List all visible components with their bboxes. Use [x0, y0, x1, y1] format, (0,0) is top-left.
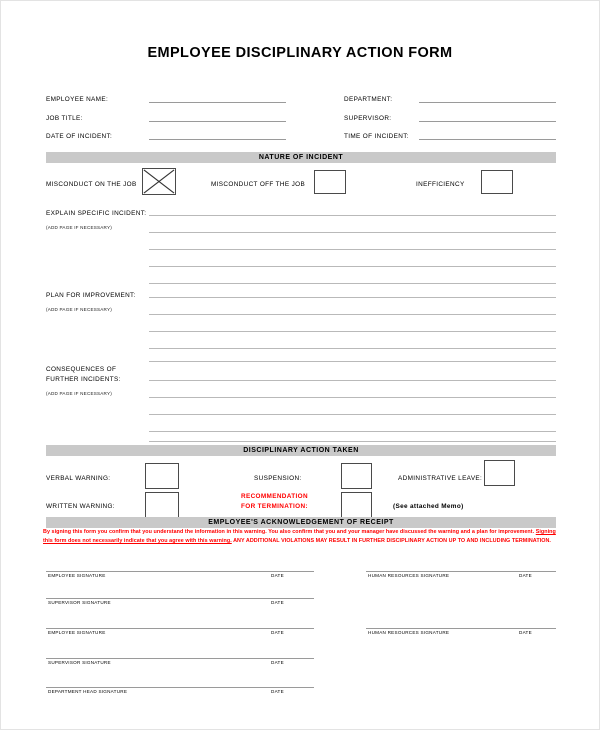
section-banner-acknowledgement-of-receipt: EMPLOYEE'S ACKNOWLEDGEMENT OF RECEIPT [46, 517, 556, 528]
input-department[interactable] [419, 102, 556, 103]
signature-caption-department-head-date: DATE [271, 689, 284, 694]
narrative-line[interactable] [149, 414, 556, 415]
signature-line-supervisor-2[interactable] [46, 658, 314, 659]
label-explain-specific-incident: EXPLAIN SPECIFIC INCIDENT: [46, 210, 147, 217]
label-consequences-line1: CONSEQUENCES OF [46, 366, 117, 373]
signature-caption-human-resources-date: DATE [519, 573, 532, 578]
signature-line-human-resources-2[interactable] [366, 628, 556, 629]
sublabel-explain-specific-incident: (ADD PAGE IF NECESSARY) [46, 225, 112, 230]
note-see-attached-memo: (See attached Memo) [393, 503, 464, 510]
label-verbal-warning: VERBAL WARNING: [46, 475, 111, 482]
label-suspension: SUSPENSION: [254, 475, 302, 482]
sublabel-consequences: (ADD PAGE IF NECESSARY) [46, 391, 112, 396]
label-job-title: JOB TITLE: [46, 115, 83, 122]
acknowledgement-paragraph [43, 528, 559, 547]
label-recommendation-for-termination-line1: RECOMMENDATION [241, 493, 308, 500]
narrative-line[interactable] [149, 314, 556, 315]
section-banner-disciplinary-action-taken: DISCIPLINARY ACTION TAKEN [46, 445, 556, 456]
label-recommendation-for-termination-line2: FOR TERMINATION: [241, 503, 308, 510]
signature-caption-department-head: DEPARTMENT HEAD SIGNATURE [48, 689, 128, 694]
page-title: EMPLOYEE DISCIPLINARY ACTION FORM [147, 45, 453, 61]
narrative-line[interactable] [149, 297, 556, 298]
signature-caption-employee-date: DATE [271, 573, 284, 578]
signature-caption-supervisor-2: SUPERVISOR SIGNATURE [48, 660, 111, 665]
signature-caption-supervisor-date: DATE [271, 600, 284, 605]
narrative-line[interactable] [149, 215, 556, 216]
signature-line-employee-2[interactable] [46, 628, 314, 629]
input-job-title[interactable] [149, 121, 286, 122]
narrative-line[interactable] [149, 266, 556, 267]
label-misconduct-off-the-job: MISCONDUCT OFF THE JOB [211, 181, 306, 188]
signature-line-human-resources[interactable] [366, 571, 556, 572]
input-time-of-incident[interactable] [419, 139, 556, 140]
label-consequences-line2: FURTHER INCIDENTS: [46, 376, 121, 383]
label-employee-name: EMPLOYEE NAME: [46, 96, 109, 103]
label-inefficiency: INEFFICIENCY [416, 181, 465, 188]
acknowledgement-paragraph-underlined: Signing this form does not necessarily indicate that you agree with this warning. [43, 529, 556, 545]
narrative-line[interactable] [149, 380, 556, 381]
signature-caption-employee-2-date: DATE [271, 630, 284, 635]
check-x-mark-icon [143, 169, 175, 194]
narrative-line[interactable] [149, 283, 556, 284]
label-misconduct-on-the-job: MISCONDUCT ON THE JOB [46, 181, 137, 188]
label-written-warning: WRITTEN WARNING: [46, 503, 115, 510]
input-supervisor[interactable] [419, 121, 556, 122]
label-time-of-incident: TIME OF INCIDENT: [344, 133, 409, 140]
acknowledgement-paragraph-part1: By signing this form you confirm that you understand the information in this warning. You also confirm that you and your manager have discussed the warning and a plan for improvement. [43, 529, 536, 535]
signature-caption-human-resources-2: HUMAN RESOURCES SIGNATURE [368, 630, 450, 635]
checkbox-recommendation-for-termination[interactable] [341, 492, 372, 518]
narrative-line[interactable] [149, 232, 556, 233]
section-banner-nature-of-incident: NATURE OF INCIDENT [46, 152, 556, 163]
checkbox-misconduct-on-the-job[interactable] [142, 168, 176, 195]
narrative-line[interactable] [149, 397, 556, 398]
checkbox-administrative-leave[interactable] [484, 460, 515, 486]
checkbox-written-warning[interactable] [145, 492, 179, 518]
label-supervisor: SUPERVISOR: [344, 115, 392, 122]
checkbox-verbal-warning[interactable] [145, 463, 179, 489]
label-department: DEPARTMENT: [344, 96, 393, 103]
label-date-of-incident: DATE OF INCIDENT: [46, 133, 113, 140]
sublabel-plan-for-improvement: (ADD PAGE IF NECESSARY) [46, 307, 112, 312]
input-date-of-incident[interactable] [149, 139, 286, 140]
signature-line-employee[interactable] [46, 571, 314, 572]
label-administrative-leave: ADMINISTRATIVE LEAVE: [398, 475, 483, 482]
narrative-line[interactable] [149, 348, 556, 349]
checkbox-inefficiency[interactable] [481, 170, 513, 194]
signature-caption-human-resources-2-date: DATE [519, 630, 532, 635]
signature-line-supervisor[interactable] [46, 598, 314, 599]
label-plan-for-improvement: PLAN FOR IMPROVEMENT: [46, 292, 136, 299]
checkbox-misconduct-off-the-job[interactable] [314, 170, 346, 194]
narrative-line[interactable] [149, 331, 556, 332]
signature-caption-employee: EMPLOYEE SIGNATURE [48, 573, 106, 578]
signature-caption-supervisor: SUPERVISOR SIGNATURE [48, 600, 111, 605]
checkbox-suspension[interactable] [341, 463, 372, 489]
input-employee-name[interactable] [149, 102, 286, 103]
narrative-line[interactable] [149, 361, 556, 362]
signature-line-department-head[interactable] [46, 687, 314, 688]
narrative-line[interactable] [149, 249, 556, 250]
narrative-line[interactable] [149, 431, 556, 432]
signature-caption-human-resources: HUMAN RESOURCES SIGNATURE [368, 573, 450, 578]
signature-caption-employee-2: EMPLOYEE SIGNATURE [48, 630, 106, 635]
narrative-line[interactable] [149, 441, 556, 442]
acknowledgement-paragraph-part2: ANY ADDITIONAL VIOLATIONS MAY RESULT IN FURTHER DISCIPLINARY ACTION UP TO AND INCLUDING TERMINATION. [231, 538, 551, 545]
signature-caption-supervisor-2-date: DATE [271, 660, 284, 665]
